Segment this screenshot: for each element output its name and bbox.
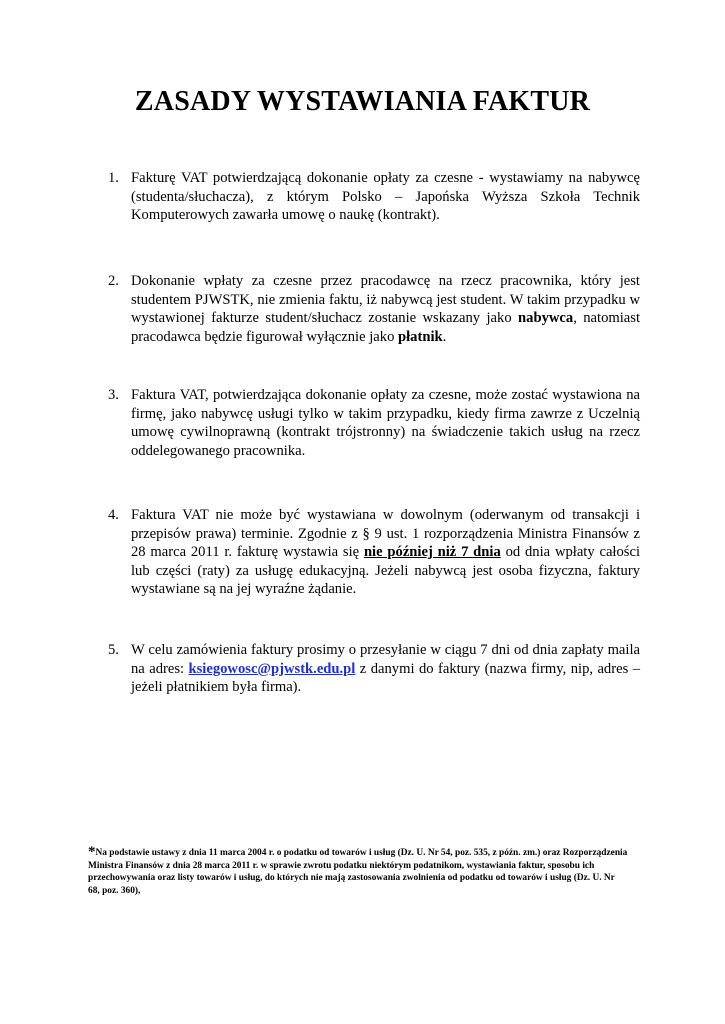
text-segment: , natomiast pracodawca będzie figurował wyłącznie jako [131, 310, 641, 345]
list-item-5 [108, 641, 640, 697]
list-item-text: Fakturę VAT potwierdzającą dokonanie opłaty za czesne - wystawiamy na nabywcę (studenta/słuchacza), z którym Polsko – Japońska Wyższa Szkoła Technik Komputerowych zawarła umowę o naukę (kontrakt). [131, 170, 640, 224]
list-item-number: 5. [108, 642, 119, 658]
text-segment: z danymi do faktury (nazwa firmy, nip, adres – jeżeli płatnikiem była firma). [131, 660, 640, 696]
list-item-2 [108, 272, 640, 346]
list-item-number: 2. [108, 273, 119, 289]
text-segment: Faktura VAT nie może być wystawiana w dowolnym (oderwanym od transakcji i przepisów prawa) terminie. Zgodnie z § 9 ust. 1 rozporządzenia Ministra Finansów z 28 marca 2011 r. fakturę wystawia się [131, 507, 640, 561]
footnote-text: Na podstawie ustawy z dnia 11 marca 2004 r. o podatku od towarów i usług (Dz. U. Nr 54, poz. 535, z późn. zm.) oraz Rozporządzenia Ministra Finansów z dnia 28 marca 2011 r. w sprawie zwrotu podatku niektórym podatnikom, wystawiania faktur, sposobu ich przechowywania oraz listy towarów i usług, do których nie mają zastosowania zwolnienia od podatku od towarów i usług (Dz. U. Nr 68, poz. 360), [88, 848, 628, 896]
bold-term-platnik: płatnik [398, 328, 443, 345]
footnote [88, 846, 628, 897]
list-item-text [131, 641, 640, 697]
text-segment: od dnia wpłaty całości lub części (raty) za usługę edukacyjną. Jeżeli nabywcą jest osoba fizyczna, faktury wystawiane są na jej wyraźne żądanie. [131, 544, 640, 598]
footnote-marker: * [88, 844, 96, 860]
list-item-number: 3. [108, 387, 119, 403]
list-item-number: 4. [108, 507, 119, 523]
text-segment: . [442, 328, 447, 345]
list-item-text [131, 506, 640, 599]
list-item-number: 1. [108, 170, 119, 186]
email-link[interactable]: ksiegowosc@pjwstk.edu.pl [188, 660, 356, 677]
list-item-text: Faktura VAT, potwierdzająca dokonanie opłaty za czesne, może zostać wystawiona na firmę, jako nabywcę usługi tylko w takim przypadku, kiedy firma zawrze z Uczelnią umowę cywilnoprawną (kontrakt trójstronny) na świadczenie takich usług na rzecz oddelegowanego pracownika. [131, 387, 640, 459]
list-item-text [131, 272, 640, 346]
bold-term-nabywca: nabywca [518, 310, 574, 327]
page-title: ZASADY WYSTAWIANIA FAKTUR [134, 86, 591, 117]
text-segment: Dokonanie wpłaty za czesne przez pracodawcę na rzecz pracownika, który jest studentem PJWSTK, nie zmienia faktu, iż nabywcą jest student. W takim przypadku w wystawionej fakturze student/słuchacz zostanie wskazany jako [131, 273, 640, 327]
list-item-1 [108, 169, 640, 225]
text-segment: W celu zamówienia faktury prosimy o przesyłanie w ciągu 7 dni od dnia zapłaty maila na adres: [131, 642, 640, 677]
deadline-emphasis: nie później niż 7 dnia [363, 544, 501, 561]
list-item-4 [108, 506, 640, 599]
list-item-3 [108, 386, 640, 460]
